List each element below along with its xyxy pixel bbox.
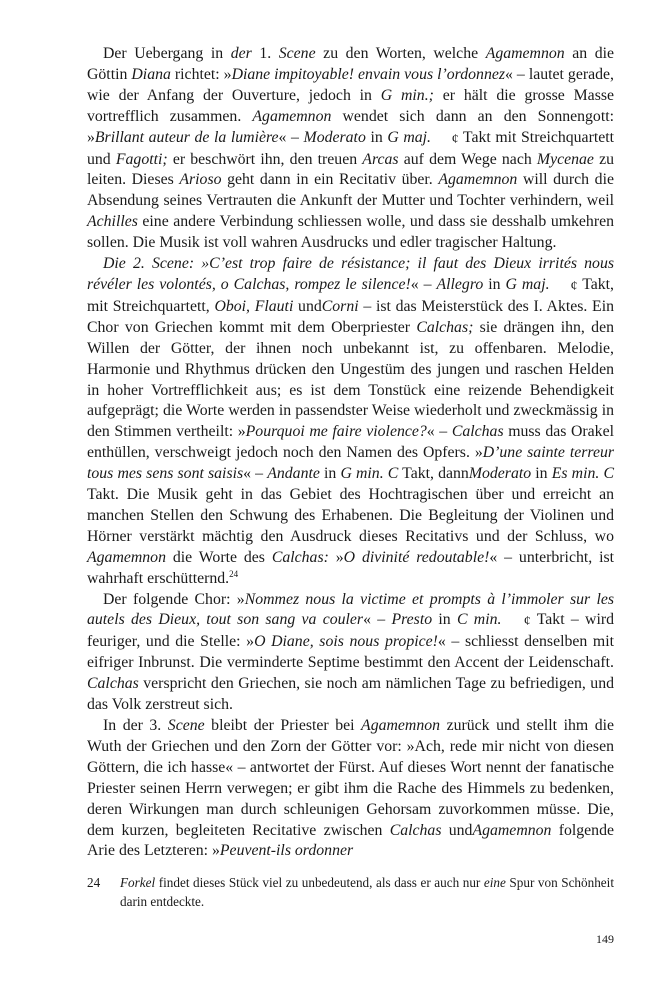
paragraph-2-italic-span: Oboi, Flauti bbox=[214, 297, 294, 315]
paragraph-3-text-span: « – bbox=[363, 611, 392, 629]
paragraph-1-italic-span: Moderato bbox=[303, 128, 366, 146]
paragraph-3-italic-span: C min. bbox=[456, 611, 502, 629]
paragraph-2 bbox=[87, 254, 614, 590]
paragraph-3-text-span: Takt – wird feuriger, und die Stelle: » bbox=[87, 611, 615, 651]
paragraph-2-text-span: in bbox=[319, 465, 341, 483]
paragraph-1 bbox=[87, 44, 614, 254]
paragraph-2-text-span: » bbox=[328, 548, 344, 566]
paragraph-1-italic-span: der bbox=[230, 45, 252, 62]
paragraph-2-text-span: Takt. Die Musik geht in das Gebiet des Hochtragischen über und erreicht an manchen Stellen den Schwung des Erhabenen. Die Begleitung der Violinen und Hörner verstärkt mächtig den Ausdruck dieses Recitativs und der Schluss, wo bbox=[87, 486, 614, 545]
paragraph-2-italic-span: Andante bbox=[267, 465, 320, 483]
paragraph-1-text-span: Takt mit Streichquartett und bbox=[87, 128, 615, 168]
paragraph-2-italic-span: Pourquoi me faire violence? bbox=[245, 423, 427, 441]
paragraph-4-italic-span: Agamemnon bbox=[361, 717, 441, 734]
paragraph-1-italic-span: Agamemnon bbox=[438, 171, 518, 189]
paragraph-2-italic-span: D’une sainte terreur tous mes sens sont saisis bbox=[87, 444, 614, 483]
paragraph-1-italic-span: Fagotti; bbox=[115, 150, 168, 168]
paragraph-3-text-span: Der folgende Chor: » bbox=[103, 590, 245, 608]
paragraph-2-text-span: « – bbox=[410, 275, 437, 293]
paragraph-2-text-span: muss das Orakel enthüllen, verschweigt jedoch noch den Namen des Opfers. » bbox=[87, 423, 614, 462]
paragraph-4-italic-span: Calchas bbox=[389, 821, 442, 839]
page-body bbox=[87, 44, 614, 862]
paragraph-1-italic-span: Agamemnon bbox=[252, 107, 332, 125]
paragraph-1-italic-span: Scene bbox=[278, 45, 316, 62]
paragraph-1-italic-span: Diana bbox=[131, 65, 171, 83]
paragraph-2-italic-span: Corni bbox=[321, 297, 359, 315]
paragraph-1-text-span: zu den Worten, welche bbox=[315, 45, 486, 62]
paragraph-1-text-span: auf dem Wege nach bbox=[398, 150, 537, 168]
paragraph-4-text-span: In der 3. bbox=[103, 717, 168, 734]
paragraph-1-text-span: Der Uebergang in bbox=[103, 45, 231, 62]
paragraph-1-text-span: an die Göttin bbox=[87, 45, 615, 83]
paragraph-1-text-span: er hält die grosse Masse vortrefflich zusammen. bbox=[87, 86, 615, 125]
footnote-text bbox=[120, 873, 614, 911]
paragraph-2-text-span: « – unterbricht, ist wahrhaft erschütternd. bbox=[87, 548, 615, 587]
footnotes bbox=[87, 873, 614, 911]
paragraph-2-text-span: « – bbox=[243, 465, 268, 483]
paragraph-4-text-span: folgende Arie des Letzteren: » bbox=[87, 821, 614, 860]
footnote-number: 24 bbox=[87, 875, 101, 890]
paragraph-2-italic-span: G maj. bbox=[505, 275, 550, 293]
paragraph-1-italic-span: Brillant auteur de la lumière bbox=[94, 128, 279, 146]
main-text bbox=[87, 44, 614, 862]
paragraph-1-text-span: eine andere Verbindung schliessen wolle, und dass sie desshalb umkehren sollen. Die Musik ist voll wahren Ausdrucks und edler tragischer Haltung. bbox=[87, 213, 614, 252]
paragraph-1-italic-span: Arioso bbox=[179, 171, 222, 189]
paragraph-2-italic-span: Moderato bbox=[468, 465, 532, 483]
paragraph-2-italic-span: Agamemnon bbox=[87, 548, 166, 566]
paragraph-2-text-span: « – bbox=[426, 423, 452, 441]
footnote-italic-span: eine bbox=[483, 875, 506, 890]
paragraph-1-italic-span: G min.; bbox=[380, 86, 434, 104]
paragraph-2-italic-span: O divinité redoutable! bbox=[343, 548, 490, 566]
footnote-24 bbox=[87, 873, 614, 911]
paragraph-1-text-span: geht dann in ein Recitativ über. bbox=[221, 171, 439, 189]
paragraph-1-italic-span: Mycenae bbox=[536, 150, 594, 168]
paragraph-3-italic-span: Nommez nous la victime et prompts à l’immoler sur les autels des Dieux, tout son sang va couler bbox=[87, 590, 614, 629]
cut-time-symbol: ¢ bbox=[523, 614, 531, 630]
paragraph-1-italic-span: Agamemnon bbox=[485, 45, 565, 62]
footnote-text-span: Spur von Schönheit darin entdeckte. bbox=[120, 875, 614, 909]
paragraph-4-text-span: und bbox=[441, 821, 473, 839]
paragraph-2-italic-span: Es min. C bbox=[551, 465, 614, 483]
paragraph-3-italic-span: Presto bbox=[391, 611, 433, 629]
paragraph-1-text-span: richtet: » bbox=[170, 65, 232, 83]
page-number: 149 bbox=[596, 932, 614, 946]
paragraph-2-italic-span: G min. C bbox=[340, 465, 399, 483]
cut-time-symbol: ¢ bbox=[451, 131, 459, 147]
paragraph-2-italic-span: Calchas bbox=[451, 423, 504, 441]
paragraph-3-text-span: in bbox=[432, 611, 457, 629]
paragraph-1-text-span: will durch die Absendung seines Vertrauten die Ankunft der Mutter und Tochter verhindern, weil bbox=[87, 171, 614, 210]
paragraph-2-italic-span: Allegro bbox=[436, 275, 484, 293]
paragraph-2-text-span: Takt, mit Streichquartett, bbox=[87, 275, 615, 315]
paragraph-3-text-span: verspricht den Griechen, sie noch am nämlichen Tage zu befriedigen, und das Volk zerstreut sich. bbox=[87, 675, 614, 714]
paragraph-4-italic-span: Scene bbox=[167, 717, 205, 734]
paragraph-2-text-span: Takt, dann bbox=[398, 465, 469, 483]
paragraph-4-italic-span: Peuvent-ils ordonner bbox=[219, 842, 354, 860]
paragraph-1-italic-span: Arcas bbox=[362, 150, 399, 168]
paragraph-3-italic-span: O Diane, sois nous propice! bbox=[254, 633, 438, 651]
paragraph-1-text-span: zu leiten. Dieses bbox=[87, 150, 615, 189]
paragraph-2-text-span: die Worte des bbox=[165, 548, 272, 566]
paragraph-3 bbox=[87, 590, 614, 716]
paragraph-2-text-span: in bbox=[483, 275, 506, 293]
paragraph-2-text-span: in bbox=[531, 465, 552, 483]
paragraph-2-text-span: und bbox=[293, 297, 322, 315]
paragraph-2-italic-span: Calchas; bbox=[416, 318, 474, 336]
paragraph-1-text-span: « – bbox=[278, 128, 304, 146]
paragraph-4-text-span: zurück und stellt ihm die Wuth der Griechen und den Zorn der Götter vor: »Ach, rede mir nicht von diesen Göttern, die ich hasse« – antwortet der Fürst. Auf dieses Wort nennt der fanatische Priester seinen Herrn verwegen; er gibt ihm die Rache des Himmels zu bedenken, deren Wirkungen man durch schleunigen Gehorsam zuvorkommen müsse. Die, dem kurzen, begleiteten Recitative zwischen bbox=[87, 717, 614, 839]
paragraph-1-text-span: « – lautet gerade, wie der Anfang der Ouverture, jedoch in bbox=[87, 65, 614, 104]
footnote-text-span: findet dieses Stück viel zu unbedeutend, als dass er auch nur bbox=[155, 875, 484, 890]
paragraph-1-italic-span: Achilles bbox=[87, 213, 138, 231]
paragraph-2-italic-span: Calchas: bbox=[271, 548, 329, 566]
cut-time-symbol: ¢ bbox=[570, 278, 578, 294]
paragraph-1-italic-span: Diane impitoyable! envain vous l’ordonnez bbox=[231, 65, 505, 83]
paragraph-2-text-span: – ist das Meisterstück des I. Aktes. Ein Chor von Griechen kommt mit dem Oberpriester bbox=[87, 297, 614, 336]
paragraph-1-text-span: in bbox=[365, 128, 388, 146]
paragraph-2-text-span: sie drängen ihn, den Willen der Götter, der ihnen noch unbekannt ist, zu offenbaren. Melodie, Harmonie und Rhythmus drücken den Ungestüm des jungen und raschen Helden in hoher Vortrefflichkeit aus; es ist dem Tonstück eine reizende Behendigkeit aufgeprägt; die Worte werden in passendster Weise wiederholt und zweckmässig in den Stimmen vertheilt: » bbox=[87, 318, 614, 441]
paragraph-4-italic-span: Agamemnon bbox=[472, 821, 552, 839]
paragraph-1-text-span: 1. bbox=[251, 45, 279, 62]
footnote-italic-span: Forkel bbox=[120, 875, 156, 890]
paragraph-4-text-span: bleibt der Priester bei bbox=[204, 717, 362, 734]
footnote-reference: 24 bbox=[229, 568, 239, 579]
paragraph-1-italic-span: G maj. bbox=[387, 128, 431, 146]
paragraph-1-text-span: wendet sich dann an den Sonnengott: » bbox=[87, 107, 614, 146]
paragraph-2-italic-span: Die 2. Scene: »C’est trop faire de résistance; il faut des Dieux irrités nous révéler les volontés, o Calchas, rompez le silence! bbox=[87, 255, 614, 293]
paragraph-3-italic-span: Calchas bbox=[87, 675, 139, 693]
paragraph-4 bbox=[87, 716, 614, 862]
paragraph-1-text-span: er beschwört ihn, den treuen bbox=[167, 150, 363, 168]
paragraph-3-text-span: « – schliesst denselben mit eifriger Inbrunst. Die verminderte Septime bestimmt den Accent der Leidenschaft. bbox=[87, 633, 614, 672]
